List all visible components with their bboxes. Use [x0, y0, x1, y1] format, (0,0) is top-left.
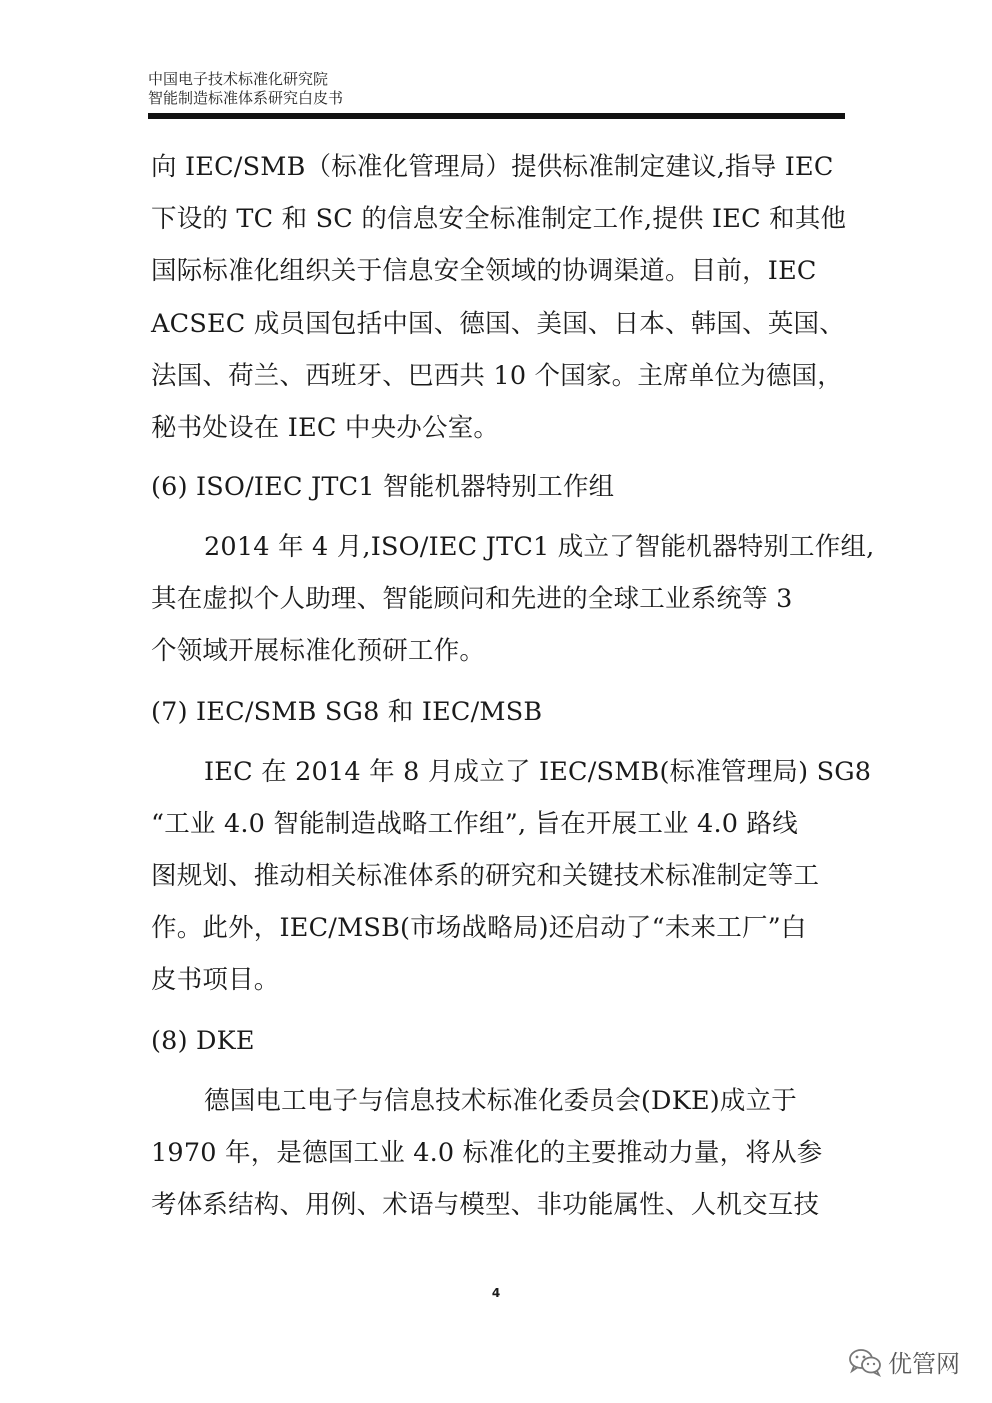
paragraph-first-line: 德国电工电子与信息技术标准化委员会(DKE)成立于 — [204, 1086, 798, 1116]
header-rule — [148, 113, 845, 119]
text-line: 秘书处设在 IEC 中央办公室。 — [151, 413, 500, 443]
text-line: “工业 4.0 智能制造战略工作组”, 旨在开展工业 4.0 路线 — [151, 809, 798, 839]
text-line: 图规划、推动相关标准体系的研究和关键技术标准制定等工 — [151, 861, 820, 891]
section-heading: (6) ISO/IEC JTC1 智能机器特别工作组 — [151, 472, 615, 502]
text-line: 法国、荷兰、西班牙、巴西共 10 个国家。主席单位为德国， — [151, 361, 843, 391]
text-line: 考体系结构、用例、术语与模型、非功能属性、人机交互技 — [151, 1190, 820, 1220]
document-header — [148, 70, 343, 108]
watermark-text: 优管网 — [888, 1350, 960, 1378]
text-line: 1970 年，是德国工业 4.0 标准化的主要推动力量，将从参 — [151, 1138, 823, 1168]
text-line: 国际标准化组织关于信息安全领域的协调渠道。目前，IEC — [151, 256, 817, 286]
header-organization: 中国电子技术标准化研究院 — [148, 70, 329, 88]
text-line: 个领域开展标准化预研工作。 — [151, 636, 486, 666]
section-heading: (8) DKE — [151, 1026, 255, 1056]
paragraph-first-line: 2014 年 4 月,ISO/IEC JTC1 成立了智能机器特别工作组, — [204, 532, 875, 562]
text-line: 作。此外，IEC/MSB(市场战略局)还启动了“未来工厂”白 — [151, 913, 807, 943]
text-line: ACSEC 成员国包括中国、德国、美国、日本、韩国、英国、 — [151, 309, 845, 339]
section-heading: (7) IEC/SMB SG8 和 IEC/MSB — [151, 697, 543, 727]
watermark — [848, 1344, 960, 1379]
paragraph-first-line: IEC 在 2014 年 8 月成立了 IEC/SMB(标准管理局) SG8 — [204, 757, 872, 787]
text-line: 其在虚拟个人助理、智能顾问和先进的全球工业系统等 3 — [151, 584, 793, 614]
header-document-title: 智能制造标准体系研究白皮书 — [148, 89, 344, 107]
text-line: 向 IEC/SMB（标准化管理局）提供标准制定建议,指导 IEC — [151, 152, 834, 182]
wechat-icon — [848, 1347, 882, 1377]
text-line: 下设的 TC 和 SC 的信息安全标准制定工作,提供 IEC 和其他 — [151, 204, 847, 234]
page-number: 4 — [491, 1286, 501, 1300]
text-line: 皮书项目。 — [151, 965, 280, 995]
